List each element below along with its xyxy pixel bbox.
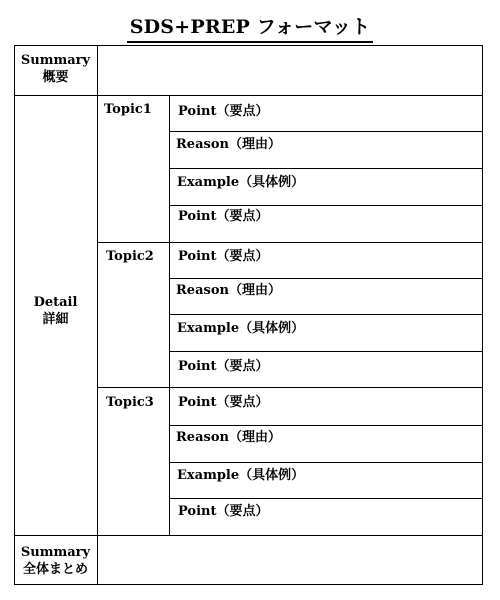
divider-topic3-item2 (169, 462, 483, 463)
divider-topic2-item2 (169, 314, 483, 315)
topic1-reason-cell: Reason（理由） (176, 137, 281, 152)
summary-label-en: Summary (20, 53, 91, 68)
topic3-point-cell: Point（要点） (178, 395, 269, 410)
detail-label-en: Detail (33, 295, 78, 310)
topic3-point-again-cell: Point（要点） (178, 504, 269, 519)
topic2-point-again-cell: Point（要点） (178, 359, 269, 374)
page-title-text: SDS+PREP フォーマット (127, 14, 374, 43)
summary-content-cell[interactable] (98, 46, 482, 95)
topic1-point-cell: Point（要点） (178, 104, 269, 119)
divider-topic3-item3 (169, 498, 483, 499)
divider-label-column (97, 45, 98, 585)
divider-topic1-item3 (169, 205, 483, 206)
divider-topic1-topic2 (97, 242, 483, 243)
summary-label (14, 52, 97, 86)
topic3-example-cell: Example（具体例） (177, 468, 305, 483)
divider-topic1-item1 (169, 131, 483, 132)
divider-topic3-item1 (169, 425, 483, 426)
divider-topic2-item1 (169, 278, 483, 279)
summary-all-label-ja: 全体まとめ (22, 562, 88, 577)
topic3-label: Topic3 (106, 395, 154, 410)
divider-topic2-topic3 (97, 387, 483, 388)
summary-all-label (14, 544, 97, 578)
detail-label (14, 294, 97, 328)
page-title (0, 14, 500, 43)
divider-topic-column (169, 95, 170, 535)
divider-topic2-item3 (169, 351, 483, 352)
detail-label-ja: 詳細 (42, 312, 69, 327)
divider-topic1-item2 (169, 168, 483, 169)
topic3-reason-cell: Reason（理由） (176, 430, 281, 445)
summary-label-ja: 概要 (42, 70, 69, 85)
divider-summary-detail (14, 95, 483, 96)
topic1-label: Topic1 (104, 102, 152, 117)
topic2-example-cell: Example（具体例） (177, 321, 305, 336)
topic2-label: Topic2 (106, 249, 154, 264)
summary-all-content-cell[interactable] (98, 536, 482, 584)
topic2-reason-cell: Reason（理由） (176, 283, 281, 298)
topic1-example-cell: Example（具体例） (177, 175, 305, 190)
topic1-point-again-cell: Point（要点） (178, 209, 269, 224)
topic2-point-cell: Point（要点） (178, 249, 269, 264)
summary-all-label-en: Summary (20, 545, 91, 560)
